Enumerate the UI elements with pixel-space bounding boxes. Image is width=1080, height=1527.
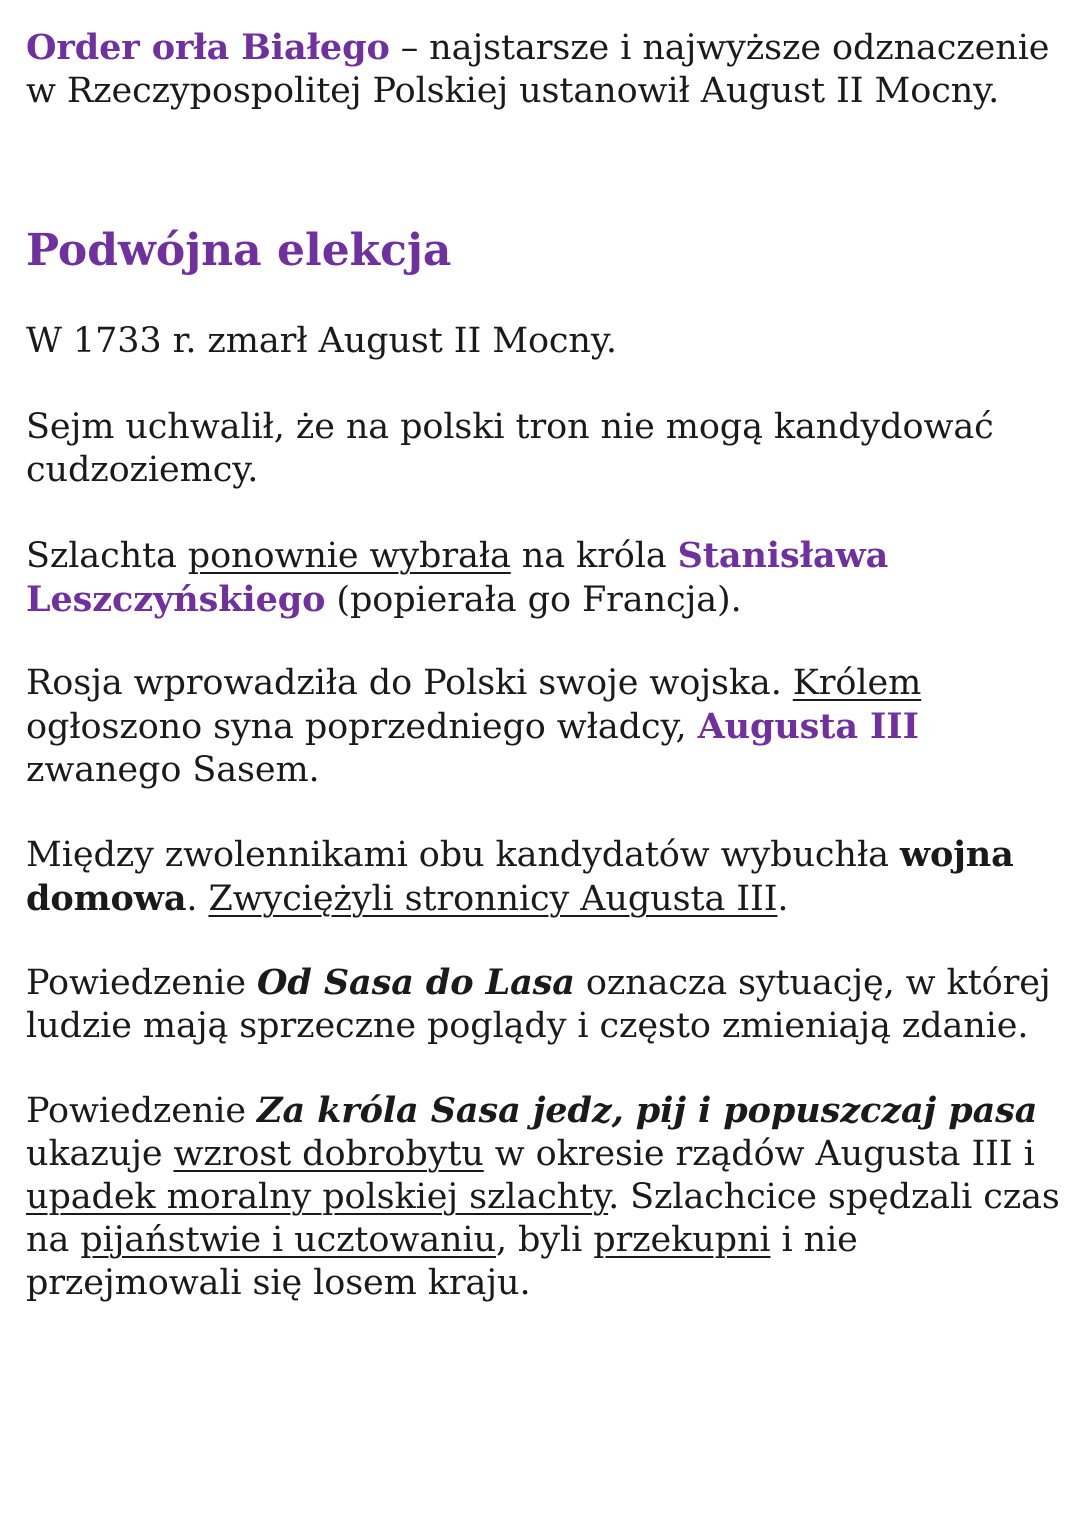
underlined-phrase: upadek moralny polskiej szlachty: [26, 1177, 609, 1217]
section-heading: Podwójna elekcja: [26, 225, 452, 276]
order-paragraph: [26, 26, 1066, 113]
underlined-phrase: Zwyciężyli stronnicy Augusta III: [208, 879, 778, 919]
underlined-phrase: ponownie wybrała: [187, 536, 511, 576]
text-run: w okresie rządów Augusta III i: [483, 1134, 1035, 1174]
king-name-august-iii: Augusta III: [697, 706, 919, 747]
text-run: oznacza sytuację, w której ludzie mają sprzeczne poglądy i często zmieniają zdanie.: [26, 963, 1051, 1046]
paragraph-august-iii: [26, 662, 1066, 792]
bold-phrase: wojna domowa: [26, 834, 1014, 919]
paragraph-saying-2: [26, 1089, 1066, 1305]
text-run: Między zwolennikami obu kandydatów wybuchła: [26, 835, 900, 875]
text-run: .: [777, 879, 789, 919]
text-run: (popierała go Francja).: [325, 580, 742, 620]
order-term: Order orła Białego: [26, 27, 390, 68]
text-run: zwanego Sasem.: [26, 750, 320, 790]
underlined-phrase: wzrost dobrobytu: [173, 1134, 484, 1174]
text-run: ogłoszono syna poprzedniego władcy,: [26, 707, 698, 747]
paragraph-civil-war: [26, 833, 1066, 921]
text-run: ukazuje: [26, 1134, 174, 1174]
text-run: , byli: [495, 1220, 594, 1260]
paragraph-leszczynski: [26, 534, 1066, 622]
saying-phrase: Za króla Sasa jedz, pij i popuszczaj pasa: [257, 1090, 1038, 1131]
text-run: Szlachta: [26, 536, 188, 576]
text-run: na króla: [510, 536, 678, 576]
text-run: Rosja wprowadziła do Polski swoje wojska.: [26, 663, 793, 703]
text-run: Powiedzenie: [26, 1091, 257, 1131]
underlined-phrase: Królem: [792, 663, 922, 703]
text-run: .: [186, 879, 209, 919]
paragraph-saying-1: [26, 961, 1066, 1048]
paragraph-death: W 1733 r. zmarł August II Mocny.: [26, 321, 617, 361]
saying-phrase: Od Sasa do Lasa: [257, 962, 575, 1003]
king-name-leszczynski: Stanisława Leszczyńskiego: [26, 535, 889, 620]
underlined-phrase: przekupni: [593, 1220, 771, 1260]
underlined-phrase: pijaństwie i ucztowaniu: [80, 1220, 496, 1260]
text-run: . Szlachcice spędzali czas na: [26, 1177, 1060, 1260]
order-text: – najstarsze i najwyższe odznaczenie w Rzeczypospolitej Polskiej ustanowił August II Mocny.: [26, 28, 1050, 111]
text-run: i nie przejmowali się losem kraju.: [26, 1220, 858, 1303]
paragraph-sejm: Sejm uchwalił, że na polski tron nie mogą kandydować cudzoziemcy.: [26, 407, 994, 490]
text-run: Powiedzenie: [26, 963, 257, 1003]
